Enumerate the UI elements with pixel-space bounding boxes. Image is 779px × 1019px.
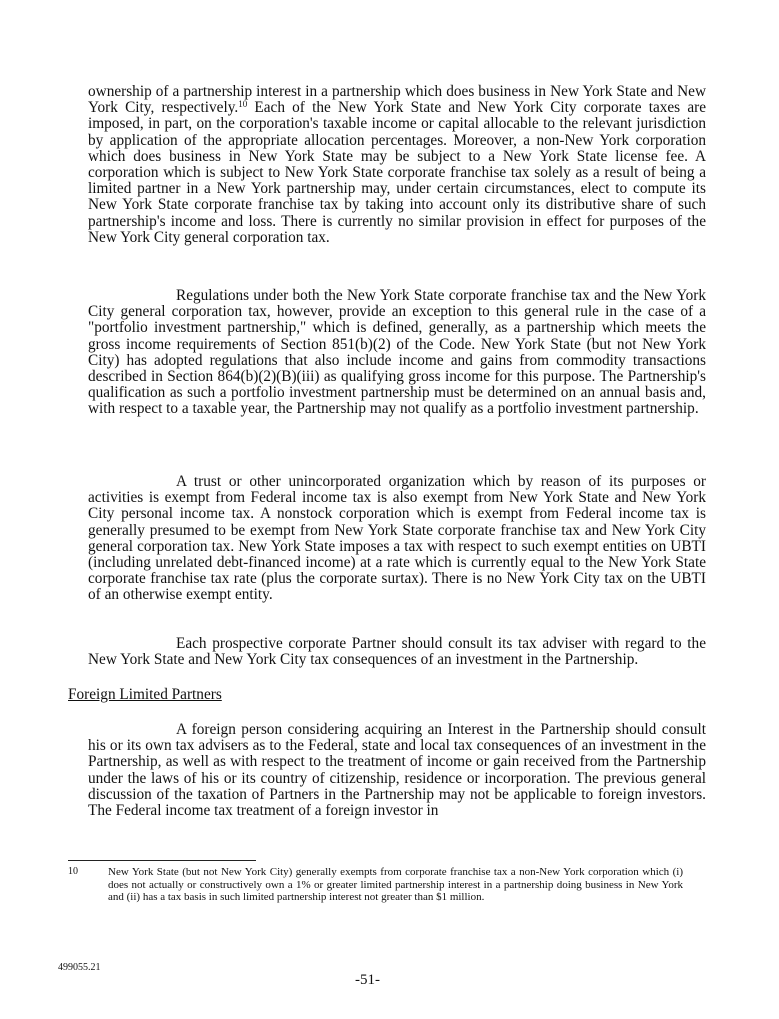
- document-id: 499055.21: [58, 962, 101, 973]
- footnote-divider: [68, 860, 256, 861]
- paragraph-1: [88, 84, 706, 246]
- footnote-number: 10: [68, 866, 78, 877]
- footnote-reference: 10: [238, 99, 248, 110]
- footnote-text: New York State (but not New York City) generally exempts from corporate franchise tax a non-New York corporation which (i) does not actually or constructively own a 1% or greater limited partnership interest in a partnership doing business in New York and (ii) has a tax basis in such limited partnership interest not greater than $1 million.: [108, 866, 683, 903]
- page-number: -51-: [355, 972, 380, 988]
- paragraph-5: A foreign person considering acquiring an Interest in the Partnership should consult his or its own tax advisers as to the Federal, state and local tax consequences of an investment in the Partnership, as well as with respect to the treatment of income or gain received from the Partnership under the laws of his or its country of citizenship, residence or incorporation. The previous general discussion of the taxation of Partners in the Partnership may not be applicable to foreign investors. The Federal income tax treatment of a foreign investor in: [88, 721, 706, 820]
- paragraph-1-text-b: Each of the New York State and New York City corporate taxes are imposed, in part, on the corporation's taxable income or capital allocable to the relevant jurisdiction by application of the appropriate allocation percentages. Moreover, a non-New York corporation which does business in New York State may be subject to a New York State license fee. A corporation which is subject to New York State corporate franchise tax solely as a result of being a limited partner in a New York partnership may, under certain circumstances, elect to compute its New York State corporate franchise tax by taking into account only its distributive share of such partnership's income and loss. There is currently no similar provision in effect for purposes of the New York City general corporation tax.: [88, 99, 706, 246]
- paragraph-3: A trust or other unincorporated organization which by reason of its purposes or activities is exempt from Federal income tax is also exempt from New York State and New York City personal income tax. A nonstock corporation which is exempt from Federal income tax is generally presumed to be exempt from New York State corporate franchise tax and New York City general corporation tax. New York State imposes a tax with respect to such exempt entities on UBTI (including unrelated debt-financed income) at a rate which is currently equal to the New York State corporate franchise tax rate (plus the corporate surtax). There is no New York City tax on the UBTI of an otherwise exempt entity.: [88, 473, 706, 604]
- paragraph-2: Regulations under both the New York State corporate franchise tax and the New York City general corporation tax, however, provide an exception to this general rule in the case of a "portfolio investment partnership," which is defined, generally, as a partnership which meets the gross income requirements of Section 851(b)(2) of the Code. New York State (but not New York City) has adopted regulations that also include income and gains from commodity transactions described in Section 864(b)(2)(B)(iii) as qualifying gross income for this purpose. The Partnership's qualification as such a portfolio investment partnership must be determined on an annual basis and, with respect to a taxable year, the Partnership may not qualify as a portfolio investment partnership.: [88, 287, 706, 418]
- paragraph-4: Each prospective corporate Partner should consult its tax adviser with regard to the New York State and New York City tax consequences of an investment in the Partnership.: [88, 635, 706, 669]
- section-heading: Foreign Limited Partners: [68, 686, 222, 703]
- paragraph-1-text-a: ownership of a partnership interest in a partnership which does business in New York State and New York City, respectively.: [88, 83, 706, 117]
